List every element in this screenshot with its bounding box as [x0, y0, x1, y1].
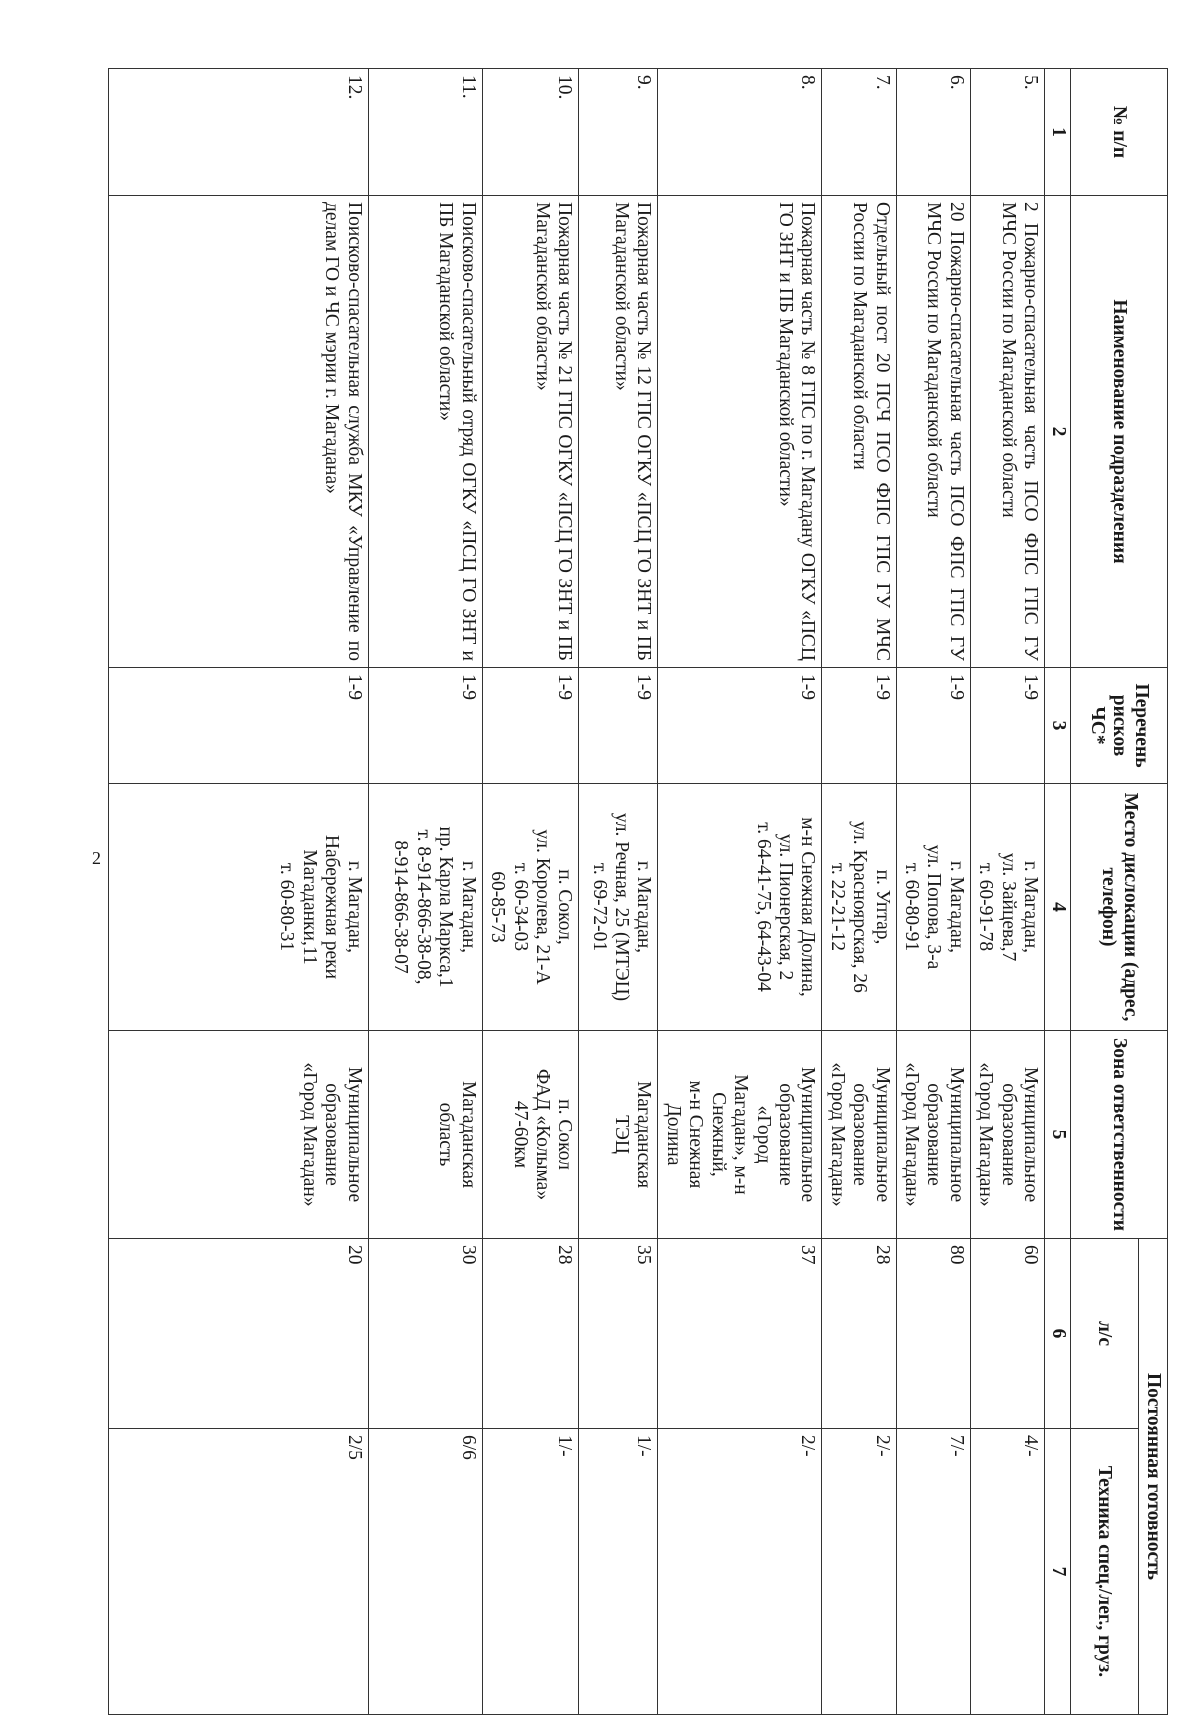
row-personnel: 60 [970, 1239, 1044, 1429]
header-personnel: л/с [1070, 1239, 1138, 1429]
row-num: 6. [896, 69, 970, 196]
row-risks: 1-9 [109, 668, 369, 784]
row-zone: Муниципальное образование «Город Магадан», м-н Снежный, м-н Снежная Долина [658, 1031, 822, 1239]
table-row [896, 69, 970, 1715]
row-personnel: 37 [658, 1239, 822, 1429]
row-unit-name: Отдельный пост 20 ПСЧ ПСО ФПС ГПС ГУ МЧС России по Магаданской области [822, 196, 896, 668]
table-row [109, 69, 369, 1715]
row-num: 12. [109, 69, 369, 196]
row-zone: Муниципальное образование «Город Магадан» [109, 1031, 369, 1239]
column-number: 6 [1045, 1239, 1070, 1429]
row-personnel: 30 [368, 1239, 482, 1429]
row-zone: Муниципальное образование «Город Магадан» [970, 1031, 1044, 1239]
row-unit-name: Поисково-спасательный отряд ОГКУ «ПСЦ ГО ЗНТ и ПБ Магаданской области» [368, 196, 482, 668]
row-equipment: 2/- [658, 1429, 822, 1715]
row-personnel: 20 [109, 1239, 369, 1429]
row-num: 8. [658, 69, 822, 196]
row-risks: 1-9 [368, 668, 482, 784]
row-personnel: 35 [579, 1239, 658, 1429]
row-equipment: 1/- [579, 1429, 658, 1715]
row-risks: 1-9 [482, 668, 579, 784]
table-row [579, 69, 658, 1715]
page-number: 2 [92, 848, 101, 868]
row-zone: Муниципальное образование «Город Магадан» [896, 1031, 970, 1239]
row-location: п. Уптар, ул. Красноярская, 26 т. 22-21-12 [822, 784, 896, 1031]
units-table [108, 68, 1168, 1715]
row-equipment: 1/- [482, 1429, 579, 1715]
header-location: Место дислокации (адрес, телефон) [1070, 784, 1167, 1031]
column-number: 7 [1045, 1429, 1070, 1715]
row-unit-name: 20 Пожарно-спасательная часть ПСО ФПС ГПС ГУ МЧС России по Магаданской области [896, 196, 970, 668]
header-risks: Перечень рисков ЧС* [1070, 668, 1167, 784]
row-location: г. Магадан, пр. Карла Маркса,1 т. 8-914-866-38-08, 8-914-866-38-07 [368, 784, 482, 1031]
table-row [822, 69, 896, 1715]
row-num: 10. [482, 69, 579, 196]
header-num: № п/п [1070, 69, 1167, 196]
row-risks: 1-9 [658, 668, 822, 784]
row-equipment: 2/- [822, 1429, 896, 1715]
row-num: 11. [368, 69, 482, 196]
row-personnel: 28 [482, 1239, 579, 1429]
row-zone: Магаданская область [368, 1031, 482, 1239]
row-risks: 1-9 [896, 668, 970, 784]
row-personnel: 28 [822, 1239, 896, 1429]
row-zone: Магаданская ТЭЦ [579, 1031, 658, 1239]
row-equipment: 6/6 [368, 1429, 482, 1715]
row-unit-name: Пожарная часть № 8 ГПС по г. Магадану ОГКУ «ПСЦ ГО ЗНТ и ПБ Магаданской области» [658, 196, 822, 668]
table-body [109, 69, 1045, 1715]
row-unit-name: Пожарная часть № 21 ГПС ОГКУ «ПСЦ ГО ЗНТ и ПБ Магаданской области» [482, 196, 579, 668]
row-risks: 1-9 [970, 668, 1044, 784]
row-location: г. Магадан, ул. Речная, 25 (МТЭЦ) т. 69-72-01 [579, 784, 658, 1031]
header-readiness-group: Постоянная готовность [1138, 1239, 1167, 1715]
column-number: 4 [1045, 784, 1070, 1031]
row-location: г. Магадан, ул. Попова, 3-а т. 60-80-91 [896, 784, 970, 1031]
row-personnel: 80 [896, 1239, 970, 1429]
row-location: п. Сокол, ул. Королева, 21-А т. 60-34-03 60-85-73 [482, 784, 579, 1031]
table-row [970, 69, 1044, 1715]
row-zone: п. Сокол ФАД «Колыма» 47-60км [482, 1031, 579, 1239]
table-row [368, 69, 482, 1715]
row-risks: 1-9 [579, 668, 658, 784]
row-equipment: 7/- [896, 1429, 970, 1715]
row-risks: 1-9 [822, 668, 896, 784]
header-name: Наименование подразделения [1070, 196, 1167, 668]
row-num: 9. [579, 69, 658, 196]
table-row [658, 69, 822, 1715]
row-unit-name: 2 Пожарно-спасательная часть ПСО ФПС ГПС ГУ МЧС России по Магаданской области [970, 196, 1044, 668]
table-row [482, 69, 579, 1715]
column-number: 5 [1045, 1031, 1070, 1239]
row-equipment: 2/5 [109, 1429, 369, 1715]
row-num: 5. [970, 69, 1044, 196]
row-equipment: 4/- [970, 1429, 1044, 1715]
row-zone: Муниципальное образование «Город Магадан» [822, 1031, 896, 1239]
rotated-table-container [108, 68, 1168, 1714]
column-number: 3 [1045, 668, 1070, 784]
row-unit-name: Поисково-спасательная служба МКУ «Управление по делам ГО и ЧС мэрии г. Магадана» [109, 196, 369, 668]
row-unit-name: Пожарная часть № 12 ГПС ОГКУ «ПСЦ ГО ЗНТ и ПБ Магаданской области» [579, 196, 658, 668]
column-number: 2 [1045, 196, 1070, 668]
header-zone: Зона ответственности [1070, 1031, 1167, 1239]
row-location: г. Магадан, ул. Зайцева,7 т. 60-91-78 [970, 784, 1044, 1031]
row-location: м-н Снежная Долина, ул. Пионерская, 2 т. 64-41-75, 64-43-04 [658, 784, 822, 1031]
row-num: 7. [822, 69, 896, 196]
table-header [1045, 69, 1168, 1715]
row-location: г. Магадан, Набережная реки Магаданки,11 т. 60-80-31 [109, 784, 369, 1031]
column-number: 1 [1045, 69, 1070, 196]
header-equipment: Техника спец./лег., груз. [1070, 1429, 1138, 1715]
